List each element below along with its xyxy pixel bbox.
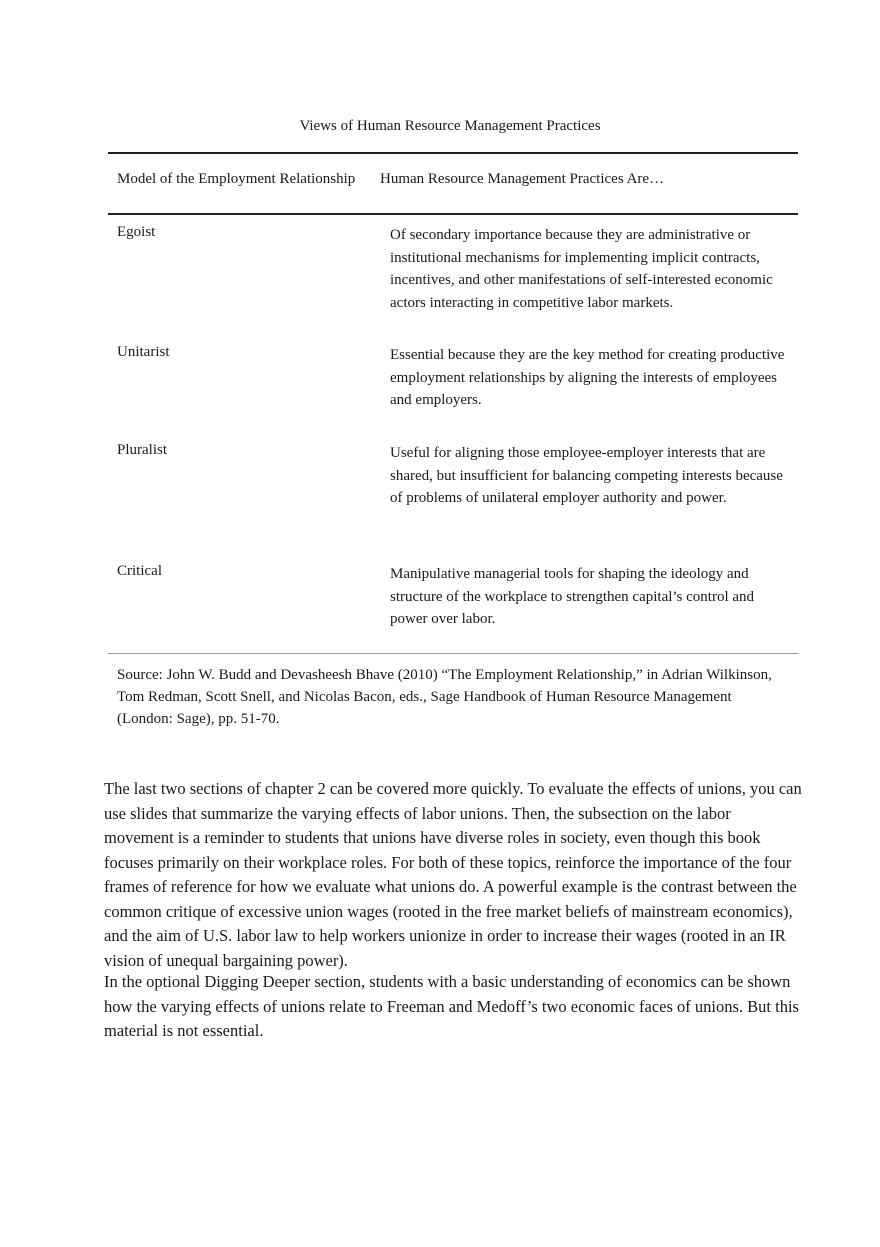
row-description: Manipulative managerial tools for shaping the ideology and structure of the workplace to strengthen capital’s control and power over labor.	[390, 566, 755, 627]
row-description: Useful for aligning those employee-employer interests that are shared, but insufficient for balancing competing interests because of problems of unilateral employer authority and power.	[390, 445, 783, 506]
row-model: Unitarist	[117, 344, 170, 360]
table-top-rule	[108, 152, 798, 154]
table-bottom-rule	[108, 653, 798, 654]
table-title: Views of Human Resource Management Practices	[299, 118, 601, 134]
header-model: Model of the Employment Relationship	[117, 171, 356, 187]
row-description: Of secondary importance because they are administrative or institutional mechanisms for implementing implicit contracts, incentives, and other manifestations of self-interested economic actors interacting in competitive labor markets.	[390, 227, 773, 311]
row-model: Critical	[117, 563, 162, 579]
body-paragraph-1	[104, 777, 804, 973]
table-source-note: Source: John W. Budd and Devasheesh Bhave (2010) “The Employment Relationship,” in Adrian Wilkinson, Tom Redman, Scott Snell, and Nicolas Bacon, eds., Sage Handbook of Human Resource Management (London: Sage), pp. 51-70.	[117, 667, 772, 727]
paragraph-text: The last two sections of chapter 2 can be covered more quickly. To evaluate the effects of unions, you can use slides that summarize the varying effects of labor unions. Then, the subsection on the labor movement is a reminder to students that unions have diverse roles in society, even though this book focuses primarily on their workplace roles. For both of these topics, reinforce the importance of the four frames of reference for how we evaluate what unions do. A powerful example is the contrast between the common critique of excessive union wages (rooted in the free market beliefs of mainstream economics), and the aim of U.S. labor law to help workers unionize in order to increase their wages (rooted in an IR vision of unequal bargaining power).	[104, 779, 802, 970]
paragraph-text: In the optional Digging Deeper section, students with a basic understanding of economics can be shown how the varying effects of unions relate to Freeman and Medoff’s two economic faces of unions. But this material is not essential.	[104, 972, 799, 1040]
row-model: Egoist	[117, 224, 156, 240]
body-paragraph-2	[104, 970, 804, 1044]
header-practices: Human Resource Management Practices Are…	[380, 171, 665, 187]
table-header-rule	[108, 213, 798, 215]
row-model: Pluralist	[117, 442, 168, 458]
row-description: Essential because they are the key method for creating productive employment relationships by aligning the interests of employees and employers.	[390, 347, 785, 408]
